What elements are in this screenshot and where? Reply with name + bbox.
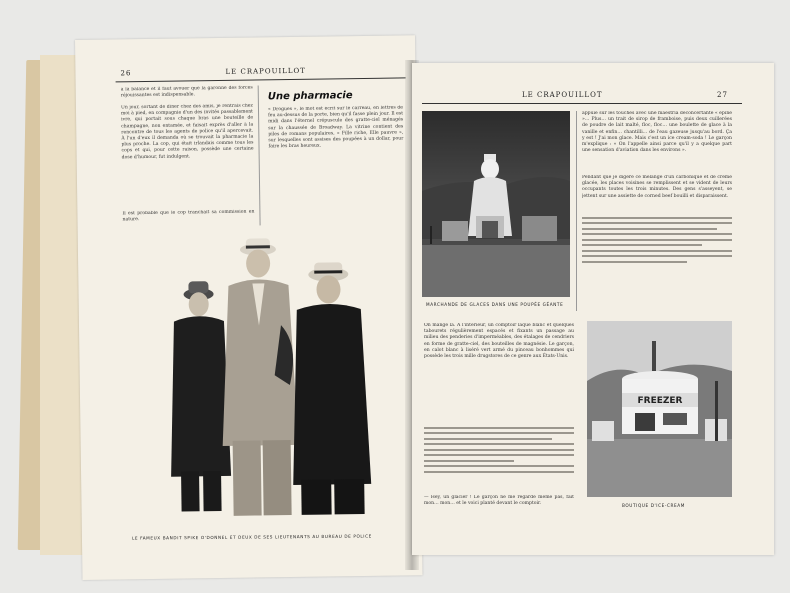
freezer-sign: FREEZER xyxy=(637,396,683,406)
doll-stand-photo xyxy=(422,111,570,297)
section-title: Une pharmacie xyxy=(267,90,353,103)
column-divider xyxy=(258,85,261,225)
photo2-caption: BOUTIQUE D'ICE-CREAM xyxy=(622,503,685,508)
left-col2-text: « Drogues », le mot est écrit sur le carreau, en lettres de feu au-dessus de la porte, bien qu'il fasse plein jour. Il est midi dans l'éternel crépuscule des gratte-ciel ménagés sur la chaussée de Broadway. La vitrine contient des piles de romans populaires, « Fille riche, Elle pauvre », sur lesquelles sont assises des poupées à un dollar, pour faire les bras heureux. xyxy=(267,105,404,150)
left-col1-intro: à la balance et il faut avouer que la garonne des forces réjouissantes est indispensable. xyxy=(120,85,253,99)
right-page-header: LE CRAPOUILLOT xyxy=(522,91,603,99)
left-photo-caption: LE FAMEUX BANDIT SPIKE O'DONNEL ET DEUX DE SES LIEUTENANTS AU BUREAU DE POLICE xyxy=(131,533,372,541)
left-page-number: 26 xyxy=(120,69,132,78)
right-text-top: appuie sur les touches avec une maestria déconcertante « épiné »… Plus… un trait de sirop de framboise, puis deux cuillerées de poudre de lait malté, floc, floc… une boulette de glace à la vanille et enfin… chantilli… de l'eau gazeuse jusqu'au bord. Ça y est ! J'ai mon glace. Mais c'est un ice cream-soda ! Le garçon m'explique : « On l'appelle ainsi parce qu'il y a quelque part une sensation d'aviation dans les environs ». xyxy=(582,111,732,154)
right-page xyxy=(412,63,774,555)
right-bottom-filler xyxy=(424,423,574,476)
right-text-bottom-end: — Hey, un glacier ! Le garçon ne me regarde même pas, fait mon… mon… et le voici planté devant le comptoir. xyxy=(424,495,574,507)
right-text-bottom-left: On mange là. À l'intérieur, un comptoir laqué blanc et quelques tabourets régulièrement espacés et fixants un passage au milieu des penderies d'imperméables, des étalages de cendriers en forme de gratte-ciel, des bouteilles de magnésie. Le garçon, en calot blanc à liséré vert armé du pinceau bonhommes qui possède les trois mille drugstores de ce genre aux États-Unis. xyxy=(424,323,574,360)
right-header-rule xyxy=(422,103,742,104)
right-page-number: 27 xyxy=(717,91,728,99)
right-text-filler xyxy=(582,213,732,266)
right-text-mid: Pendant que je digère ce mélange d'un carbonique et de crème glacée, les places voisines se remplissent et se vident de leurs occupants toutes les trois minutes. Des gens s'asseyent, se jettent sur une assiette de corned beef bouilli et disparaissent. xyxy=(582,175,732,199)
left-col1-end: Il est probable que le cop tranchait sa commission en nature. xyxy=(122,209,255,223)
left-page xyxy=(75,35,423,580)
bandit-photo xyxy=(148,234,392,527)
right-column-divider xyxy=(576,111,577,311)
photo1-caption: MARCHANDE DE GLACES DANS UNE POUPÉE GÉANTE xyxy=(426,302,564,307)
left-col1-body: Un jour, sortant de dîner chez des amis, je rentrais chez moi à pied, en compagnie d'un des invités passablement ivre, qui portait sous chaque bras une bouteille de champagne, non entamée, et faisait exprès d'aller à la rencontre de tous les agents de police qu'il apercevait. À l'un d'eux il demanda où se trouvait la pharmacie la plus proche. La cop, qui était irlandais comme tous les cops et qui, pour cette raison, possède une certaine dose d'humour, fut indulgent. xyxy=(120,103,254,160)
left-header-rule xyxy=(116,77,406,82)
freezer-shop-photo xyxy=(587,321,732,497)
left-page-header: LE CRAPOUILLOT xyxy=(225,66,306,76)
